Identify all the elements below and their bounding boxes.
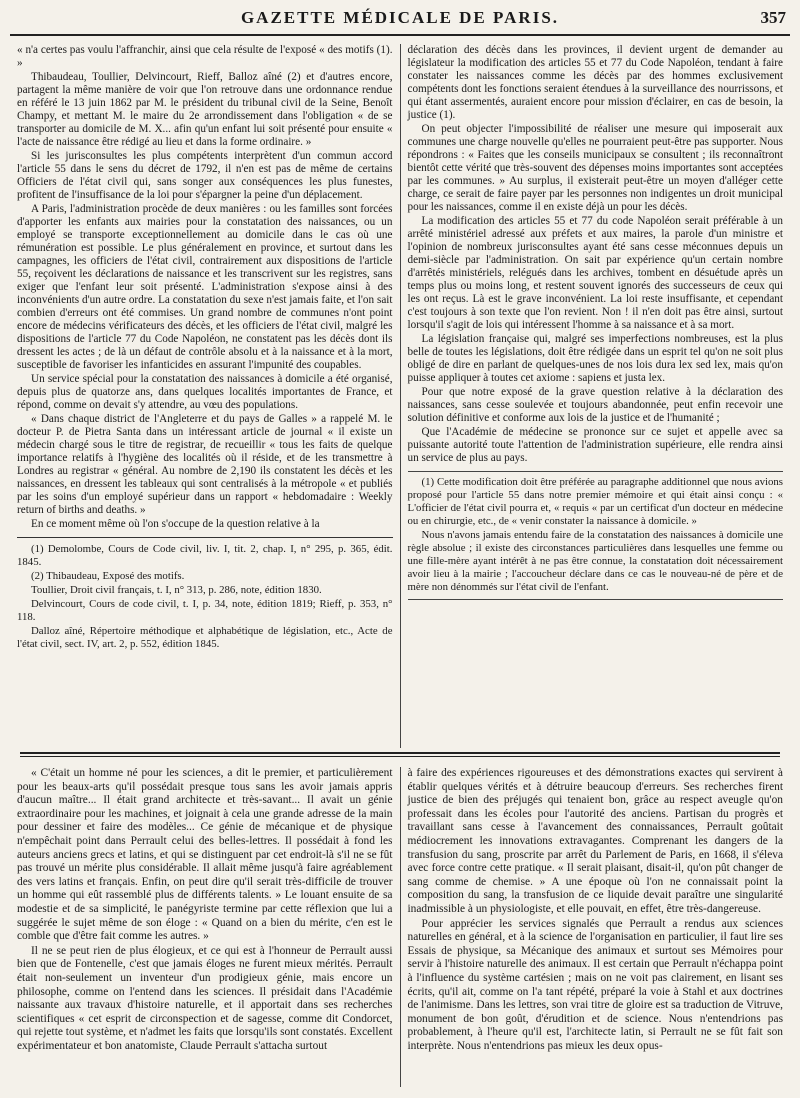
right-column-body [408, 44, 784, 465]
footnote: Nous n'avons jamais entendu faire de la constatation des naissances à domicile une règle absolue ; il existe des circonstances particulières dans lesquelles une femme ou une fille-mère ayant intérêt à ne pas être connue, la constatation doit nécessairement avoir lieu à la mairie ; l'accoucheur déclare dans ce cas le nouveau-né de père et de mère non dénommés sur l'état civil de l'enfant. [407, 529, 783, 593]
paragraph: Un service spécial pour la constatation des naissances à domicile a été organisé, depuis plus de quatorze ans, dans quelques localités importantes de France, et répond, comme on devait s'y attendre, au vœu des populations. [17, 373, 393, 411]
bottom-right-column [401, 767, 791, 1087]
paragraph: déclaration des décès dans les provinces, il devient urgent de demander au législateur la modification des articles 55 et 77 du Code Napoléon, tendant à faire constater les naissances comme les décès par des hommes exclusivement compétents dont les fonctions seraient étendues à la surveillance des nourrissons, et qui étant assermentés, auraient encore pour mission d'éclairer, en cas de besoin, la justice (1). [407, 44, 783, 121]
journal-title: GAZETTE MÉDICALE DE PARIS. [240, 8, 560, 27]
feuilleton-section [10, 757, 790, 1087]
paragraph: Pour apprécier les services signalés que Perrault a rendus aux sciences naturelles en général, et à la science de l'organisation en particulier, il faut lire ses Essais de physique, sa Mécanique des animaux et surtout ses Mémoires pour servir à l'histoire naturelle des animaux. Il est certain que Perrault n'échappa point à l'influence du système cartésien ; mais on ne voit pas clairement, en lisant ses écrits, qu'il ait, comme on l'a tant répété, préparé la voie à Stahl et aux doctrines de l'animisme. Dans les lettres, son vrai titre de gloire est sa traduction de Vitruve, monument de bon goût, d'érudition et de science. Nous n'entendrions pas probablement, à l'heure qu'il est, l'architecte latin, si Perrault ne se fût fait son interprète. Nous n'entendrions pas mieux les deux opus- [407, 917, 783, 1052]
paragraph: A Paris, l'administration procède de deux manières : ou les familles sont forcées d'apporter les enfants aux mairies pour la constatation des naissances, ou un employé se transporte exceptionnellement au domicile dans le cas où une rémunération est possible. Le plus généralement en province, et surtout dans les campagnes, les officiers de l'état civil, contrairement aux dispositions de l'article 55, reçoivent les déclarations de naissance et les transcrivent sur les registres, sans exiger que l'enfant leur soit présenté. L'administration s'expose ainsi à des inconvénients d'un autre ordre. La constatation du sexe n'est jamais faite, et l'on sait combien d'erreurs ont été commises. Un grand nombre de communes n'ont point encore de médecins vérificateurs des décès, et les officiers de l'état civil, malgré les dispositions de l'article 77 du Code Napoléon, ne constatent pas les décès dont ils dressent les actes ; de là un défaut de contrôle absolu et à la naissance et à la mort, susceptible de favoriser les infanticides en assurant l'impunité des coupables. [17, 203, 393, 371]
footnote: (1) Demolombe, Cours de Code civil, liv. I, tit. 2, chap. I, n° 295, p. 365, édit. 1845. [17, 543, 393, 568]
footnote: (1) Cette modification doit être préférée au paragraphe additionnel que nous avions proposé pour l'article 55 dans notre premier mémoire et qui était ainsi conçu : « L'officier de l'état civil pourra et, « requis « par un certificat d'un docteur en médecine ou en chirurgie, etc., de « venir constater la naissance à domicile. » [407, 476, 783, 527]
paragraph: On peut objecter l'impossibilité de réaliser une mesure qui imposerait aux communes une charge nouvelle qu'elles ne pourraient peut-être pas supporter. Nous répondrons : « Faites que les conseils municipaux se consultent ; ils reconnaîtront bientôt cette vérité que très-souvent des dépenses moins importantes sont acceptées par les communes. » Au surplus, il existerait peut-être un moyen d'alléger cette charge, ce serait de faire payer par les personnes non indigentes un droit municipal pour les naissances, comme il en existe déjà un pour les décès. [407, 123, 783, 213]
paragraph: Il ne se peut rien de plus élogieux, et ce qui est à l'honneur de Perrault aussi bien que de Fontenelle, c'est que jamais éloges ne furent mieux mérités. Perrault était non-seulement un inventeur d'un prodigieux génie, mais encore un philosophe, comme on l'entend dans les sciences. Il présidait dans l'Académie naissante aux travaux d'histoire naturelle, et il apportait dans ses recherches scientifiques « cet esprit de circonspection et de sagesse, comme dit Condorcet, qui rejette tout système, et n'admet les faits que lorsqu'ils sont constatés. Excellent expérimentateur et bon anatomiste, Claude Perrault s'attacha surtout [17, 944, 393, 1052]
section-divider [20, 752, 780, 754]
paragraph: « C'était un homme né pour les sciences, a dit le premier, et particulièrement pour les beaux-arts qu'il possédait presque tous sans les avoir jamais appris d'aucun maître... Il était grand architecte et très-savant... Il avait un génie extraordinaire pour les machines, et joignait à cela une grande adresse de la main pour dessiner et faire des modèles... Ce génie de mécanique et de physique n'empêchait point dans Perrault celui des belles-lettres. Il possédait à fond les auteurs anciens grecs et latins, et qui se distinguent par cet endroit-là s'il ne se fût pas trouvé un mérite plus considérable. Il allait même jusqu'à faire agréablement des vers latins et français. Enfin, on peut dire qu'il serait très-difficile de trouver un homme qui eût rassemblé plus de différents talents. » Le louant ensuite de sa modestie et de sa simplicité, le panégyriste termine par cette réflexion que lui a suggérée le sujet même de son éloge : « Quand on a bien du mérite, c'en est le comble que d'être fait comme les autres. » [17, 767, 393, 943]
paragraph: La modification des articles 55 et 77 du code Napoléon serait préférable à un arrêté ministériel adressé aux préfets et aux maires, la parole d'un ministre et l'opinion de nombreux jurisconsultes ayant été sans cesse méconnues depuis un demi-siècle par l'administration. On sait par expérience qu'un certain nombre d'arrêtés ministériels, relégués dans les archives, tombent en désuétude après un temps plus ou moins long, et restent souvent ignorés des successeurs de ceux qui les ont reçus. Là est le grave inconvénient. La loi reste insuffisante, et cependant c'est toujours à son texte que l'on revient. Non ! il n'en doit pas être ainsi, surtout lorsqu'il s'agit de lois qui intéressent l'homme à sa naissance et à sa mort. [407, 215, 783, 331]
footnote: (2) Thibaudeau, Exposé des motifs. [31, 570, 185, 582]
page-number: 357 [760, 8, 786, 27]
paragraph: Pour que notre exposé de la grave question relative à la déclaration des naissances, sans cesse soulevée et toujours abandonnée, peut enfin recevoir une solution définitive et conforme aux lois de la justice et de l'humanité ; [407, 386, 783, 424]
bottom-left-column [10, 767, 401, 1087]
paragraph: à faire des expériences rigoureuses et des démonstrations exactes qui servirent à établir quelques vérités et à détruire beaucoup d'erreurs. Ses recherches firent justice de bien des préjugés qui tenaient bon, grâce au respect aveugle qu'on professait dans les écoles pour l'autorité des anciens. Partisan du progrès et travaillant sans cesse à l'avancement des connaissances, Perrault goûtait médiocrement les innovations extravagantes. Comprenant les dangers de la transfusion du sang, proscrite par arrêt du Parlement de Paris, en 1668, il s'éleva avec force contre cette pratique. « Il serait plaisant, disait-il, qu'on pût changer de sang comme de chemise. » A une époque où l'on ne connaissait point la composition du sang, la transfusion de ce liquide devait paraître une singularité inadmissible à un physiologiste, et elle pouvait, en effet, être très-dangereuse. [407, 767, 783, 915]
right-footnotes [408, 471, 784, 600]
left-column-body [17, 44, 393, 531]
paragraph: « Dans chaque district de l'Angleterre et du pays de Galles » a rappelé M. le docteur P. de Pietra Santa dans un intéressant article de journal « il existe un médecin chargé sous le titre de registrar, de recueillir « tous les faits de quelque importance relatifs à l'hygiène des localités où il réside, et de les transmettre à Londres au registrar « général. Au nombre de 2,190 ils constatent les décès et les naissances, en dressent les tableaux qui sont centralisés à la métropole « et publiés par les soins d'un employé supérieur dans un rapport « hebdomadaire : Weekly return of births and deaths. » [17, 413, 393, 516]
paragraph: En ce moment même où l'on s'occupe de la question relative à la [31, 518, 320, 530]
paragraph: « n'a certes pas voulu l'affranchir, ainsi que cela résulte de l'exposé « des motifs (1). » [17, 44, 393, 69]
left-footnotes [17, 543, 393, 651]
footnote: Toullier, Droit civil français, t. I, n° 313, p. 286, note, édition 1830. [31, 584, 322, 596]
paragraph: Si les jurisconsultes les plus compétents interprètent d'un commun accord l'article 55 dans le sens du décret de 1792, il n'en est pas de même de certains Officiers de l'état civil qui, sans songer aux conséquences les plus funestes, profitent de l'insuffisance de la loi pour s'épargner la peine d'un déplacement. [17, 150, 393, 201]
left-column [10, 44, 401, 748]
footnote: Delvincourt, Cours de code civil, t. I, p. 34, note, édition 1819; Rieff, p. 353, n° 118. [17, 598, 393, 623]
paragraph: Thibaudeau, Toullier, Delvincourt, Rieff, Balloz aîné (2) et d'autres encore, partagent la même manière de voir que l'on retrouve dans une ordonnance rendue en référé le 13 juin 1862 par M. le président du tribunal civil de la Seine, Benoît Champy, et mettant M. le maire du 2e arrondissement dans l'obligation « de se transporter au domicile de M. X... afin qu'un enfant lui soit présenté pour ensuite « l'acte de naissance être rédigé au lieu et dans la forme ordinaire. » [17, 71, 393, 148]
masthead [10, 0, 790, 36]
upper-section [10, 36, 790, 748]
paragraph: La législation française qui, malgré ses imperfections nombreuses, est la plus belle de toutes les législations, doit être rédigée dans un esprit tel qu'on ne soit plus obligé de dire en parlant de quelques-unes de nos lois dura lex sed lex, mais qu'on puisse appliquer à toutes cet axiome : sapiens et justa lex. [407, 333, 783, 384]
footnote-rule [17, 537, 393, 538]
paragraph: Que l'Académie de médecine se prononce sur ce sujet et appelle avec sa puissante autorité toute l'attention de l'administration supérieure, elle rendra ainsi un service de plus au pays. [407, 426, 783, 464]
footnote: Dalloz aîné, Répertoire méthodique et alphabétique de législation, etc., Acte de l'état civil, sect. IV, art. 2, p. 552, édition 1845. [17, 625, 393, 650]
right-column [401, 44, 791, 748]
